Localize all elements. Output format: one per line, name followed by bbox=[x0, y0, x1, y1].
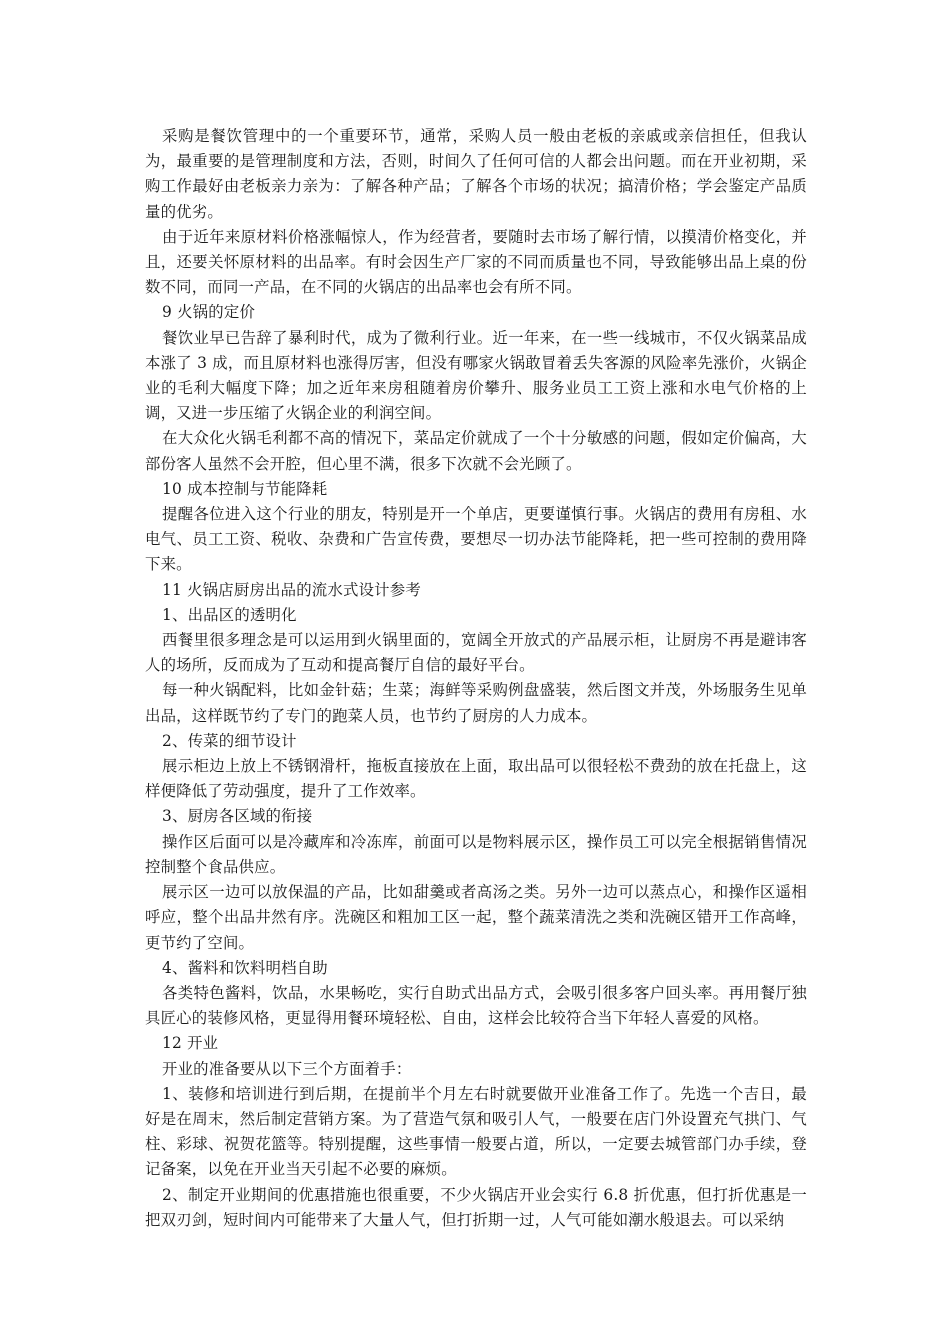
subsection-heading: 4、酱料和饮料明档自助 bbox=[162, 958, 328, 977]
section-heading: 11 火锅店厨房出品的流水式设计参考 bbox=[162, 580, 421, 599]
paragraph: 展示柜边上放上不锈钢滑杆，拖板直接放在上面，取出品可以很轻松不费劲的放在托盘上，这样便降低了劳动强度，提升了工作效率。 bbox=[145, 757, 807, 801]
paragraph: 餐饮业早已告辞了暴利时代，成为了微利行业。近一年来，在一些一线城市，不仅火锅菜品成本涨了 3 成，而且原材料也涨得厉害，但没有哪家火锅敢冒着丢失客源的风险率先涨价，火锅企业的毛利大幅度下降；加之近年来房租随着房价攀升、服务业员工工资上涨和水电气价格的上调，又进一步压缩了火锅企业的利润空间。 bbox=[145, 328, 807, 423]
paragraph: 每一种火锅配料，比如金针菇；生菜；海鲜等采购例盘盛装，然后图文并茂，外场服务生见单出品，这样既节约了专门的跑菜人员，也节约了厨房的人力成本。 bbox=[145, 681, 807, 725]
paragraph: 由于近年来原材料价格涨幅惊人，作为经营者，要随时去市场了解行情，以摸清价格变化，并且，还要关怀原材料的出品率。有时会因生产厂家的不同而质量也不同，导致能够出品上桌的份数不同，而同一产品，在不同的火锅店的出品率也会有所不同。 bbox=[145, 227, 807, 297]
document-body bbox=[145, 124, 807, 1233]
section-heading: 12 开业 bbox=[162, 1034, 219, 1053]
paragraph: 提醒各位进入这个行业的朋友，特别是开一个单店，更要谨慎行事。火锅店的费用有房租、水电气、员工工资、税收、杂费和广告宣传费，要想尽一切办法节能降耗，把一些可控制的费用降下来。 bbox=[145, 505, 807, 574]
paragraph: 西餐里很多理念是可以运用到火锅里面的，宽阔全开放式的产品展示柜，让厨房不再是避讳客人的场所，反而成为了互动和提高餐厅自信的最好平台。 bbox=[145, 631, 807, 675]
paragraph: 展示区一边可以放保温的产品，比如甜羹或者高汤之类。另外一边可以蒸点心，和操作区遥相呼应，整个出品井然有序。洗碗区和粗加工区一起，整个蔬菜清洗之类和洗碗区错开工作高峰，更节约了空间。 bbox=[145, 883, 807, 952]
paragraph: 各类特色酱料，饮品，水果畅吃，实行自助式出品方式，会吸引很多客户回头率。再用餐厅独具匠心的装修风格，更显得用餐环境轻松、自由，这样会比较符合当下年轻人喜爱的风格。 bbox=[145, 983, 807, 1028]
section-heading: 10 成本控制与节能降耗 bbox=[162, 479, 328, 498]
paragraph: 1、装修和培训进行到后期，在提前半个月左右时就要做开业准备工作了。先选一个吉日，最好是在周末，然后制定营销方案。为了营造气氛和吸引人气，一般要在店门外设置充气拱门、气柱、彩球、祝贺花篮等。特别提醒，这些事情一般要占道，所以，一定要去城管部门办手续，登记备案，以免在开业当天引起不必要的麻烦。 bbox=[145, 1084, 807, 1179]
paragraph: 操作区后面可以是冷藏库和冷冻库，前面可以是物料展示区，操作员工可以完全根据销售情况控制整个食品供应。 bbox=[145, 832, 807, 876]
section-heading: 9 火锅的定价 bbox=[162, 303, 256, 322]
paragraph: 在大众化火锅毛利都不高的情况下，菜品定价就成了一个十分敏感的问题，假如定价偏高，大部份客人虽然不会开腔，但心里不满，很多下次就不会光顾了。 bbox=[145, 429, 807, 473]
paragraph: 2、制定开业期间的优惠措施也很重要，不少火锅店开业会实行 6.8 折优惠，但打折优惠是一把双刃剑，短时间内可能带来了大量人气，但打折期一过，人气可能如潮水般退去。可以采纳 bbox=[145, 1185, 807, 1229]
paragraph: 采购是餐饮管理中的一个重要环节，通常，采购人员一般由老板的亲戚或亲信担任，但我认为，最重要的是管理制度和方法，否则，时间久了任何可信的人都会出问题。而在开业初期，采购工作最好由老板亲力亲为：了解各种产品；了解各个市场的状况；搞清价格；学会鉴定产品质量的优劣。 bbox=[145, 127, 807, 221]
subsection-heading: 3、厨房各区域的衔接 bbox=[162, 807, 313, 826]
paragraph: 开业的准备要从以下三个方面着手： bbox=[162, 1059, 412, 1078]
subsection-heading: 1、出品区的透明化 bbox=[162, 605, 297, 624]
subsection-heading: 2、传菜的细节设计 bbox=[162, 731, 297, 750]
